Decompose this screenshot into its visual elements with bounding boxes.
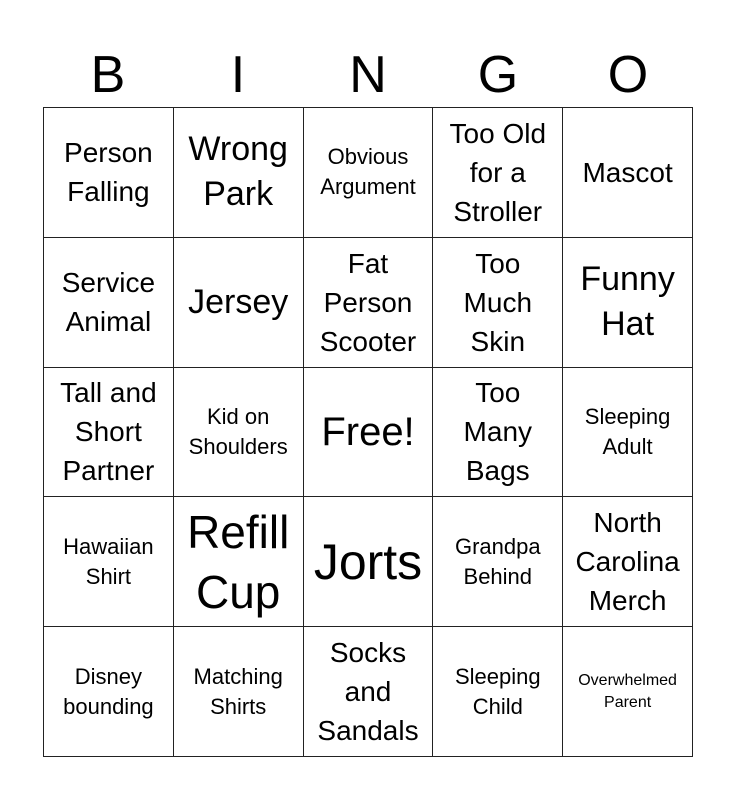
- cell-text: Grandpa Behind: [454, 533, 541, 589]
- bingo-cell[interactable]: [433, 368, 563, 498]
- bingo-cell[interactable]: [563, 497, 693, 627]
- bingo-cell[interactable]: [304, 627, 434, 757]
- bingo-board: [43, 107, 693, 757]
- bingo-cell[interactable]: [174, 108, 304, 238]
- cell-text: Kid on Shoulders: [188, 403, 288, 459]
- cell-text: Disney bounding: [63, 663, 154, 719]
- cell-text: North Carolina Merch: [575, 507, 680, 617]
- cell-text: Sleeping Child: [454, 663, 541, 719]
- bingo-cell[interactable]: [44, 368, 174, 498]
- bingo-cell[interactable]: [563, 368, 693, 498]
- cell-text: Sleeping Adult: [584, 403, 671, 459]
- free-space-text: Free!: [321, 409, 415, 454]
- header-letter-b: B: [90, 46, 126, 104]
- bingo-cell[interactable]: [174, 238, 304, 368]
- bingo-cell[interactable]: [563, 108, 693, 238]
- cell-text: Hawaiian Shirt: [63, 533, 154, 589]
- bingo-cell[interactable]: [174, 368, 304, 498]
- cell-text: Fat Person Scooter: [319, 247, 417, 357]
- cell-text: Jorts: [313, 533, 423, 590]
- cell-text: Funny Hat: [580, 260, 675, 344]
- cell-text: Too Much Skin: [463, 247, 533, 357]
- bingo-cell[interactable]: [44, 497, 174, 627]
- bingo-cell[interactable]: [174, 497, 304, 627]
- bingo-cell[interactable]: [563, 627, 693, 757]
- cell-text: Matching Shirts: [193, 663, 283, 719]
- bingo-cell[interactable]: [44, 238, 174, 368]
- cell-text: Too Old for a Stroller: [449, 117, 547, 227]
- bingo-cell[interactable]: [433, 627, 563, 757]
- bingo-cell[interactable]: [304, 497, 434, 627]
- bingo-cell[interactable]: [304, 238, 434, 368]
- bingo-cell-free[interactable]: [304, 368, 434, 498]
- cell-text: Tall and Short Partner: [60, 377, 157, 487]
- header-letter-n: N: [349, 46, 387, 104]
- header-letter-g: G: [477, 46, 519, 104]
- cell-text: Service Animal: [61, 267, 156, 338]
- cell-text: Refill Cup: [187, 505, 290, 618]
- bingo-cell[interactable]: [174, 627, 304, 757]
- bingo-header: [43, 42, 693, 108]
- cell-text: Mascot: [582, 156, 673, 188]
- cell-text: Obvious Argument: [320, 144, 416, 200]
- cell-text: Too Many Bags: [463, 377, 533, 487]
- header-letter-o: O: [607, 46, 649, 104]
- bingo-cell[interactable]: [44, 627, 174, 757]
- bingo-cell[interactable]: [304, 108, 434, 238]
- bingo-cell[interactable]: [433, 238, 563, 368]
- bingo-cell[interactable]: [44, 108, 174, 238]
- cell-text: Jersey: [188, 282, 289, 321]
- header-letter-i: I: [230, 46, 246, 104]
- cell-text: Overwhelmed Parent: [578, 671, 677, 711]
- bingo-cell[interactable]: [563, 238, 693, 368]
- bingo-cell[interactable]: [433, 497, 563, 627]
- cell-text: Socks and Sandals: [317, 637, 419, 747]
- cell-text: Wrong Park: [188, 130, 288, 214]
- bingo-cell[interactable]: [433, 108, 563, 238]
- cell-text: Person Falling: [64, 137, 153, 208]
